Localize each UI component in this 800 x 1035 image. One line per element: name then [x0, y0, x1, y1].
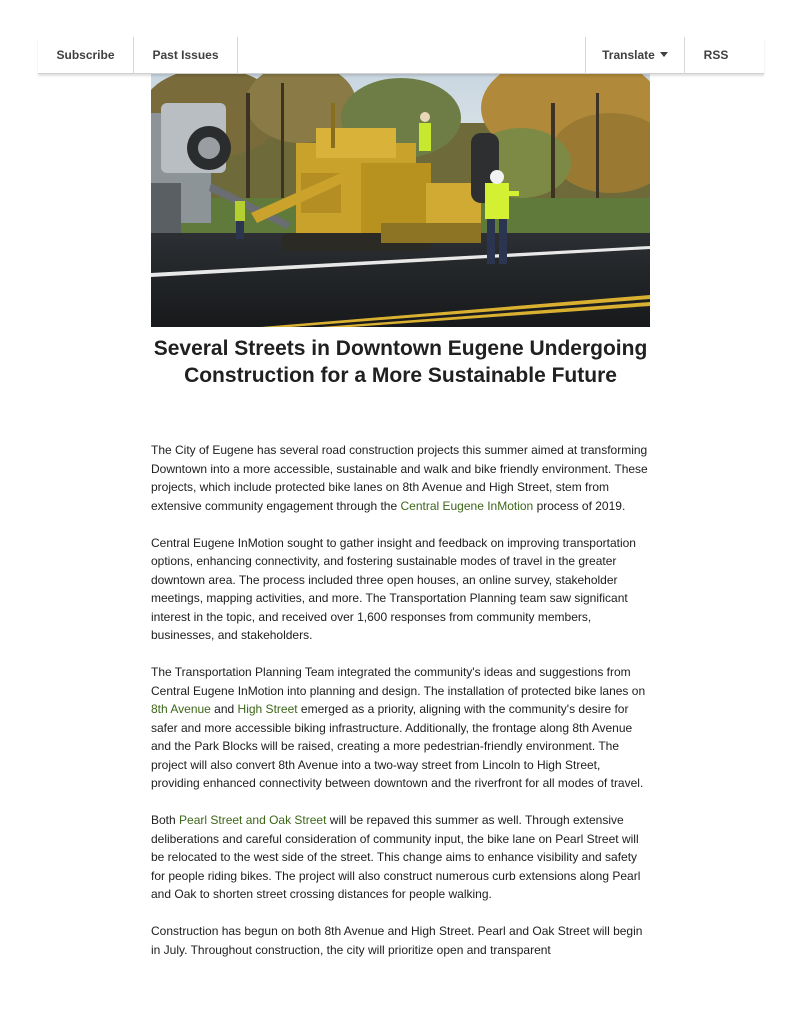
translate-dropdown[interactable] [586, 37, 684, 74]
hero-image [151, 73, 650, 327]
translate-label: Translate [602, 48, 655, 62]
article-body [151, 441, 651, 978]
paragraph: Central Eugene InMotion sought to gather insight and feedback on improving transportation options, enhancing connectivity, and fostering sustainable modes of travel in the greater downtown area. The process included three open houses, an online survey, stakeholder meetings, mapping activities, and more. The Transportation Planning team saw significant interest in the topic, and received over 1,600 responses from community members, businesses, and stakeholders. [151, 535, 636, 642]
high-street-link[interactable]: High Street [237, 702, 298, 716]
paragraph: Construction has begun on both 8th Avenue and High Street. Pearl and Oak Street will begin in July. Throughout construction, the city will prioritize open and transparent [151, 924, 643, 957]
nav-divider [237, 37, 238, 74]
subscribe-link[interactable]: Subscribe [56, 48, 115, 62]
8th-avenue-link[interactable]: 8th Avenue [151, 702, 211, 716]
central-eugene-inmotion-link[interactable]: Central Eugene InMotion [400, 498, 534, 513]
construction-paving-photo [151, 73, 650, 327]
top-nav-bar [38, 37, 764, 74]
article-title: Several Streets in Downtown Eugene Undergoing Construction for a More Sustainable Future [153, 337, 648, 387]
past-issues-link[interactable]: Past Issues [152, 48, 219, 62]
paragraph: Both Pearl Street and Oak Street will be repaved this summer as well. Through extensive deliberations and careful consideration of community input, the bike lane on Pearl Street will be relocated to the west side of the street. This change aims to enhance visibility and safety for people riding bikes. The project will also construct numerous curb extensions along Pearl and Oak to shorten street crossing distances for people walking. [151, 813, 641, 901]
chevron-down-icon [660, 52, 668, 57]
pearl-oak-street-link[interactable]: Pearl Street and Oak Street [179, 813, 327, 827]
rss-link[interactable]: RSS [703, 48, 729, 62]
paragraph: The Transportation Planning Team integrated the community's ideas and suggestions from Central Eugene InMotion into planning and design. The installation of protected bike lanes on 8th Avenue and High Street emerged as a priority, aligning with the community's desire for safer and more accessible biking infrastructure. Additionally, the frontage along 8th Avenue and the Park Blocks will be raised, creating a more pedestrian-friendly environment. The project will also convert 8th Avenue into a two-way street from Lincoln to High Street, providing enhanced connectivity between downtown and the riverfront for all modes of travel. [151, 665, 646, 790]
paragraph: The City of Eugene has several road construction projects this summer aimed at transforming Downtown into a more accessible, sustainable and walk and bike friendly environment. These projects, which include protected bike lanes on 8th Avenue and High Street, stem from extensive community engagement through the Central Eugene InMotion process of 2019. [151, 443, 648, 513]
